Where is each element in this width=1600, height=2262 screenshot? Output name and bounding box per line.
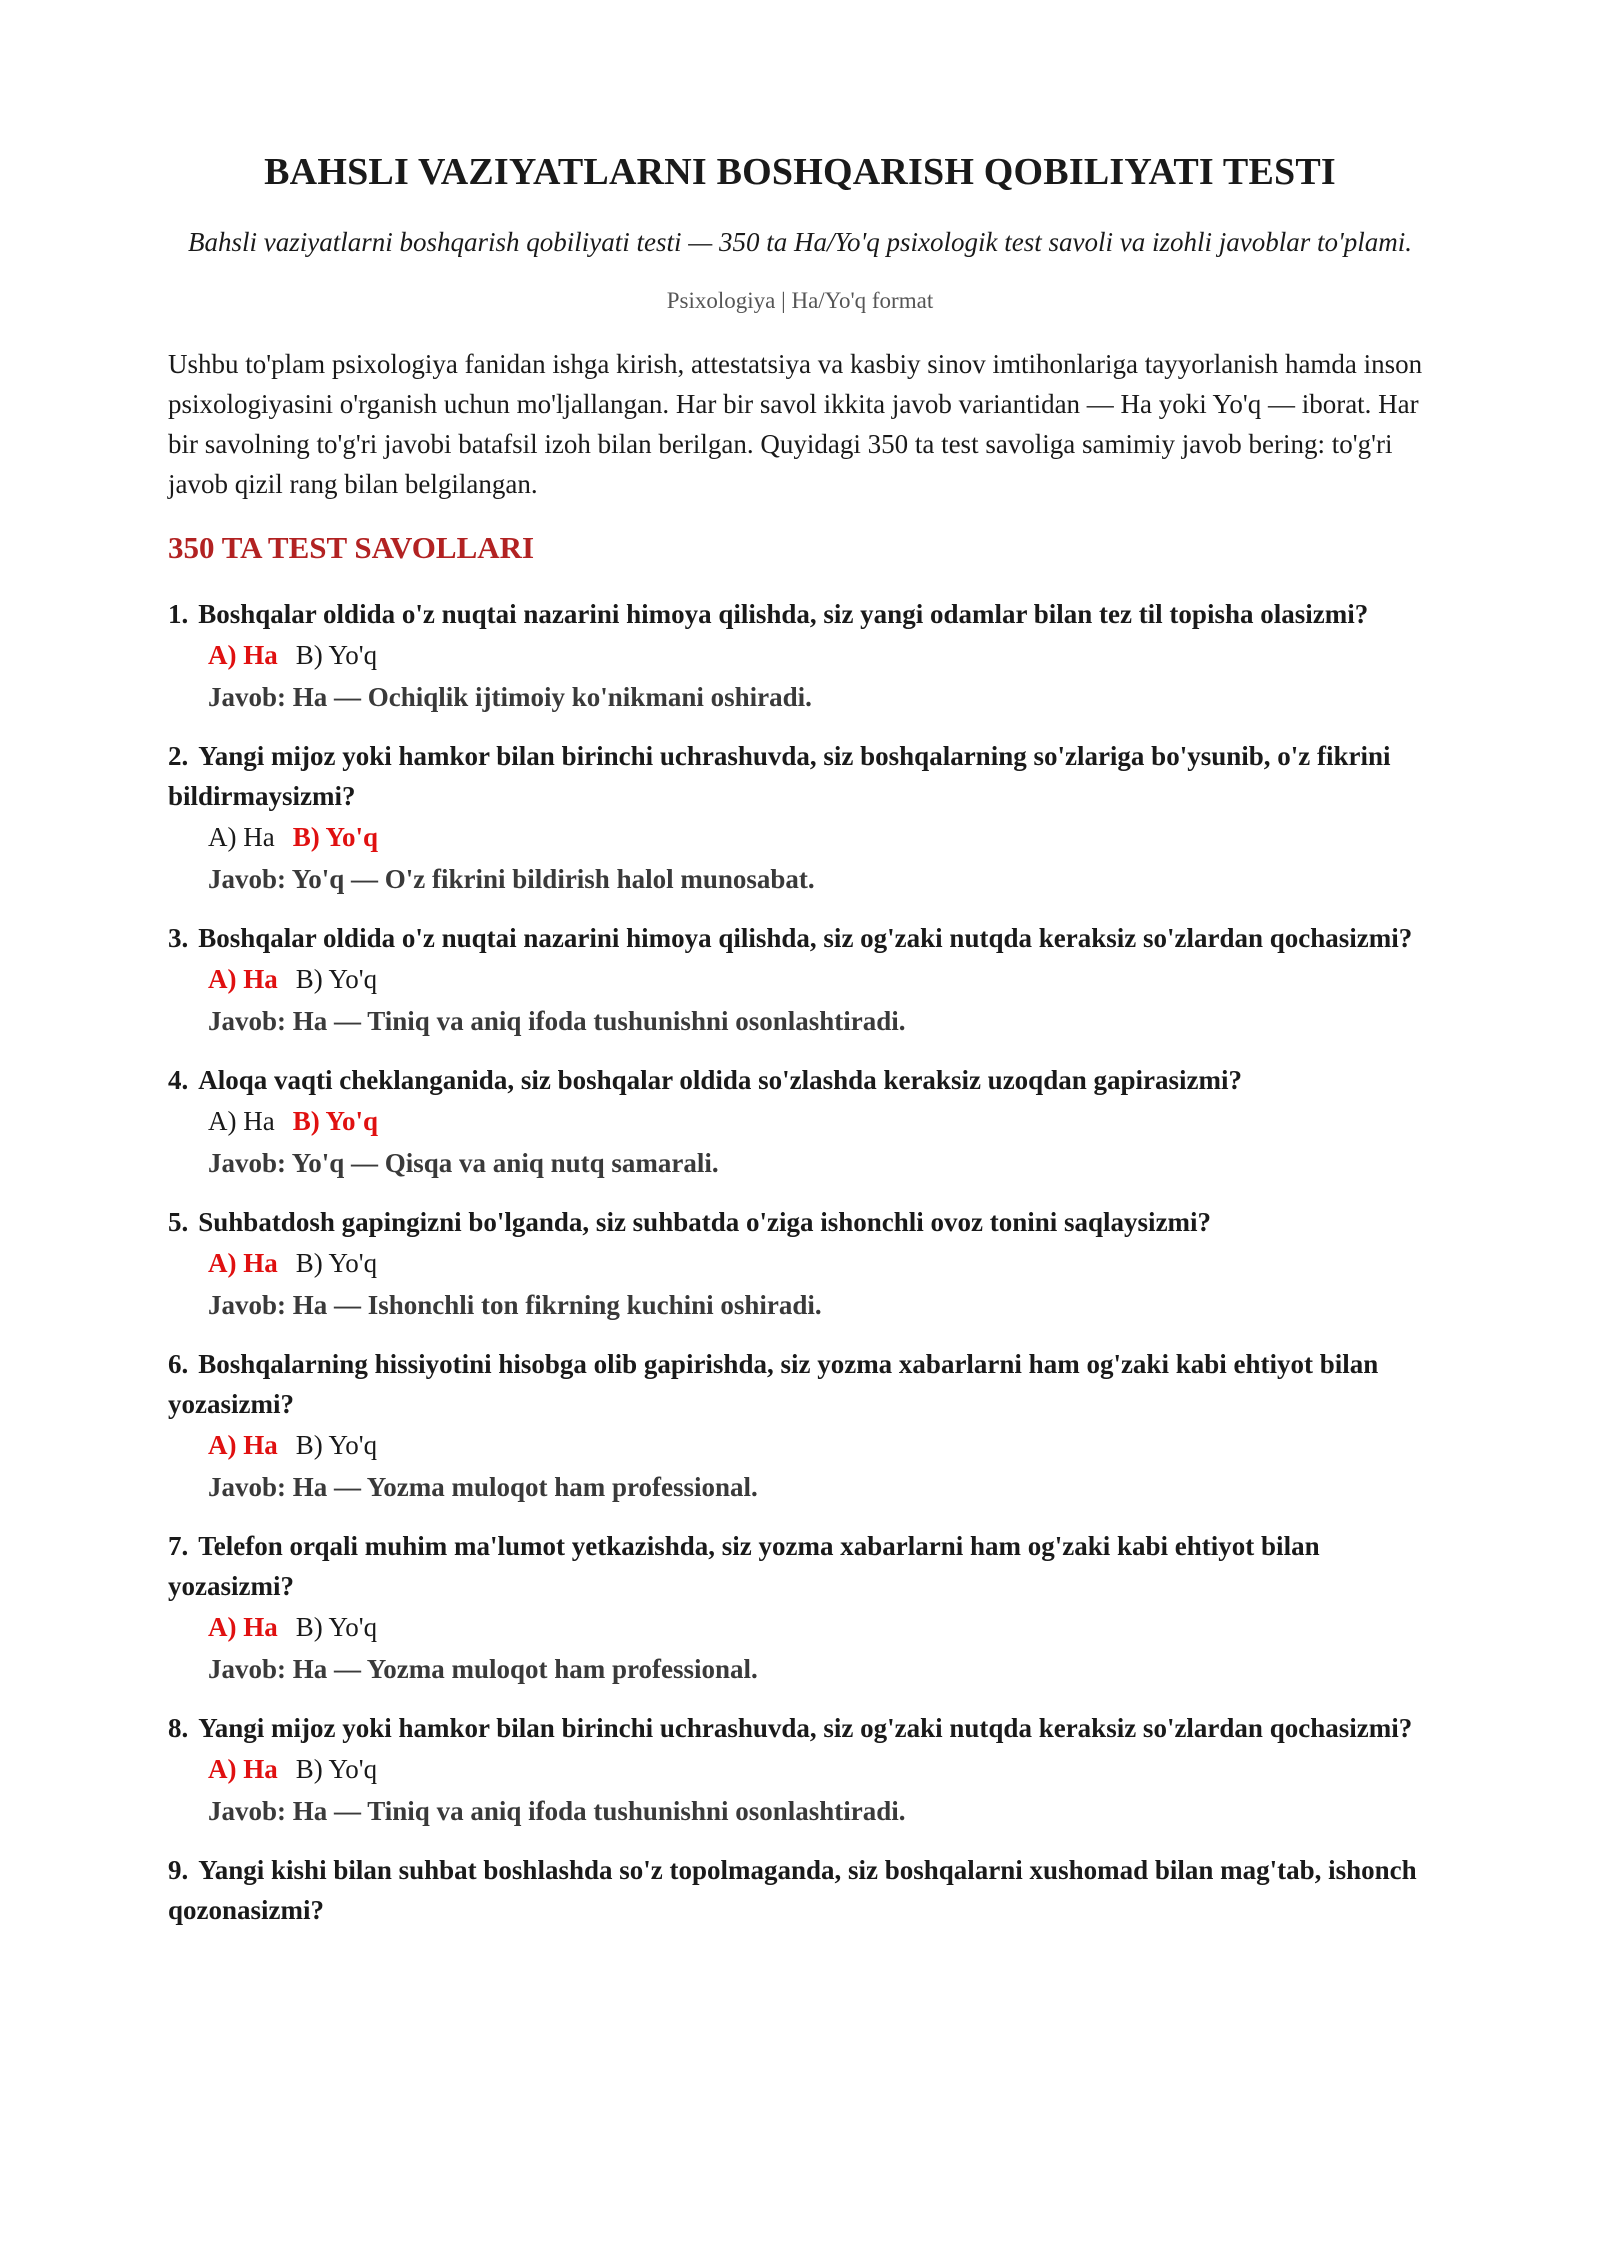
question-body: Telefon orqali muhim ma'lumot yetkazishda, siz yozma xabarlarni ham og'zaki kabi ehtiyot bilan yozasizmi? — [168, 1531, 1320, 1601]
question-item — [168, 1344, 1432, 1508]
question-body: Yangi mijoz yoki hamkor bilan birinchi uchrashuvda, siz og'zaki nutqda keraksiz so'zlardan qochasizmi? — [198, 1713, 1413, 1743]
answer-options — [168, 1424, 1432, 1466]
question-number: 4. — [168, 1065, 189, 1095]
question-item — [168, 1850, 1432, 1930]
intro-paragraph: Ushbu to'plam psixologiya fanidan ishga kirish, attestatsiya va kasbiy sinov imtihonlariga tayyorlanish hamda inson psixologiyasini o'rganish uchun mo'ljallangan. Har bir savol ikkita javob variantidan — Ha yoki Yo'q — iborat. Har bir savolning to'g'ri javobi batafsil izoh bilan berilgan. Quyidagi 350 ta test savoliga samimiy javob bering: to'g'ri javob qizil rang bilan belgilangan. — [168, 349, 1423, 499]
option-a[interactable]: A) Ha — [208, 1430, 278, 1460]
option-a[interactable]: A) Ha — [208, 822, 275, 852]
question-body: Yangi kishi bilan suhbat boshlashda so'z topolmaganda, siz boshqalarni xushomad bilan mag'tab, ishonch qozonasizmi? — [168, 1855, 1417, 1925]
answer-options — [168, 634, 1432, 676]
question-number: 8. — [168, 1713, 189, 1743]
answer-explanation: Javob: Ha — Tiniq va aniq ifoda tushunishni osonlashtiradi. — [208, 1796, 906, 1826]
question-text — [168, 918, 1432, 958]
question-number: 9. — [168, 1855, 189, 1885]
question-item — [168, 594, 1432, 718]
answer-explanation: Javob: Ha — Yozma muloqot ham professional. — [208, 1472, 758, 1502]
document-subtitle: Bahsli vaziyatlarni boshqarish qobiliyati testi — 350 ta Ha/Yo'q psixologik test savoli va izohli javoblar to'plami. — [187, 227, 1413, 257]
question-list — [168, 594, 1432, 1930]
answer-explanation: Javob: Ha — Yozma muloqot ham professional. — [208, 1654, 758, 1684]
question-number: 5. — [168, 1207, 189, 1237]
answer-explanation: Javob: Ha — Ochiqlik ijtimoiy ko'nikmani oshiradi. — [208, 682, 812, 712]
question-body: Aloqa vaqti cheklanganida, siz boshqalar oldida so'zlashda keraksiz uzoqdan gapirasizmi? — [198, 1065, 1242, 1095]
answer-options — [168, 1242, 1432, 1284]
question-text — [168, 1060, 1432, 1100]
question-body: Suhbatdosh gapingizni bo'lganda, siz suhbatda o'ziga ishonchli ovoz tonini saqlaysizmi? — [198, 1207, 1212, 1237]
option-b[interactable]: B) Yo'q — [292, 822, 379, 852]
question-text — [168, 1708, 1432, 1748]
option-a[interactable]: A) Ha — [208, 1106, 275, 1136]
document-title: BAHSLI VAZIYATLARNI BOSHQARISH QOBILIYATI TESTI — [264, 151, 1336, 193]
question-number: 7. — [168, 1531, 189, 1561]
answer-explanation: Javob: Yo'q — O'z fikrini bildirish halol munosabat. — [208, 864, 815, 894]
option-a[interactable]: A) Ha — [208, 964, 278, 994]
section-heading: 350 TA TEST SAVOLLARI — [168, 530, 535, 565]
question-number: 3. — [168, 923, 189, 953]
question-text — [168, 736, 1432, 816]
question-text — [168, 1850, 1432, 1930]
answer-options — [168, 1100, 1432, 1142]
question-body: Yangi mijoz yoki hamkor bilan birinchi uchrashuvda, siz boshqalarning so'zlariga bo'ysunib, o'z fikrini bildirmaysizmi? — [168, 741, 1391, 811]
question-number: 6. — [168, 1349, 189, 1379]
answer-options — [168, 1748, 1432, 1790]
question-text — [168, 1344, 1432, 1424]
document-meta: Psixologiya | Ha/Yo'q format — [666, 288, 934, 313]
question-text — [168, 594, 1432, 634]
option-a[interactable]: A) Ha — [208, 640, 278, 670]
option-a[interactable]: A) Ha — [208, 1754, 278, 1784]
question-text — [168, 1526, 1432, 1606]
question-item — [168, 1202, 1432, 1326]
question-number: 1. — [168, 599, 189, 629]
answer-options — [168, 958, 1432, 1000]
answer-options — [168, 816, 1432, 858]
option-b[interactable]: B) Yo'q — [295, 1612, 378, 1642]
question-body: Boshqalar oldida o'z nuqtai nazarini himoya qilishda, siz og'zaki nutqda keraksiz so'zlardan qochasizmi? — [198, 923, 1413, 953]
option-b[interactable]: B) Yo'q — [292, 1106, 379, 1136]
question-item — [168, 1526, 1432, 1690]
option-b[interactable]: B) Yo'q — [295, 640, 378, 670]
answer-explanation: Javob: Yo'q — Qisqa va aniq nutq samarali. — [208, 1148, 719, 1178]
question-number: 2. — [168, 741, 189, 771]
answer-explanation: Javob: Ha — Ishonchli ton fikrning kuchini oshiradi. — [208, 1290, 822, 1320]
question-item — [168, 1708, 1432, 1832]
answer-options — [168, 1606, 1432, 1648]
option-b[interactable]: B) Yo'q — [295, 1430, 378, 1460]
option-b[interactable]: B) Yo'q — [295, 1248, 378, 1278]
option-a[interactable]: A) Ha — [208, 1248, 278, 1278]
question-item — [168, 736, 1432, 900]
question-text — [168, 1202, 1432, 1242]
option-b[interactable]: B) Yo'q — [295, 964, 378, 994]
question-body: Boshqalarning hissiyotini hisobga olib gapirishda, siz yozma xabarlarni ham og'zaki kabi ehtiyot bilan yozasizmi? — [168, 1349, 1379, 1419]
option-b[interactable]: B) Yo'q — [295, 1754, 378, 1784]
question-item — [168, 918, 1432, 1042]
question-body: Boshqalar oldida o'z nuqtai nazarini himoya qilishda, siz yangi odamlar bilan tez til topisha olasizmi? — [198, 599, 1369, 629]
answer-explanation: Javob: Ha — Tiniq va aniq ifoda tushunishni osonlashtiradi. — [208, 1006, 906, 1036]
option-a[interactable]: A) Ha — [208, 1612, 278, 1642]
question-item — [168, 1060, 1432, 1184]
